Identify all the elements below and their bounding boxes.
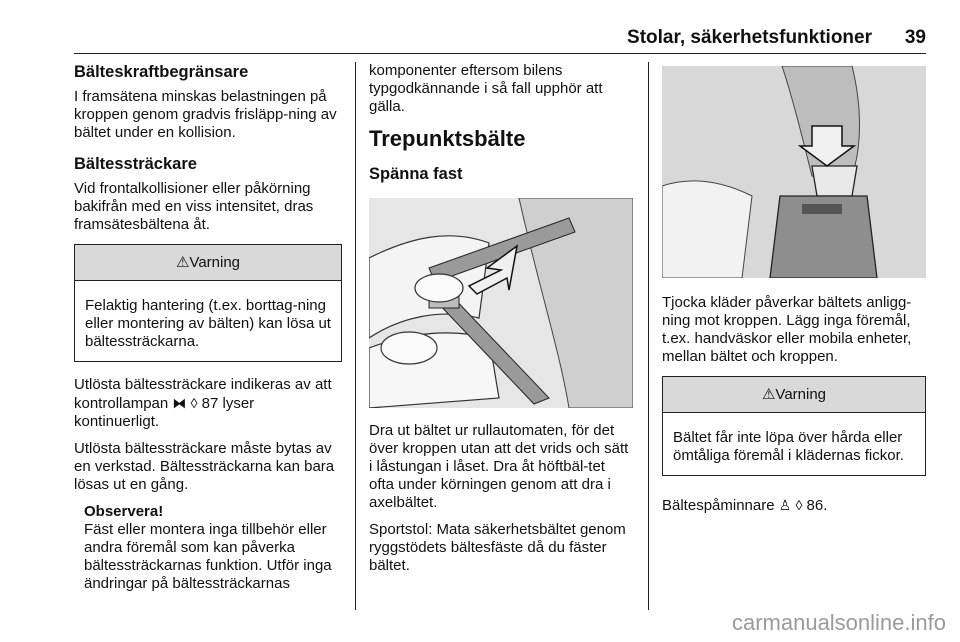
paragraph-continued: komponenter eftersom bilens typgodkännande i så fall upphör att gälla. bbox=[369, 62, 603, 115]
warning-title: Varning bbox=[775, 386, 827, 403]
warning-icon: ⚠ bbox=[175, 254, 190, 271]
warning-text: Bältet får inte löpa över hårda eller ömtåliga föremål i klädernas fickor. bbox=[673, 429, 904, 464]
column-divider-2 bbox=[648, 62, 649, 610]
column-2 bbox=[369, 62, 633, 584]
heading-force-limiter: Bälteskraftbegränsare bbox=[74, 63, 249, 81]
note-title: Observera! bbox=[84, 503, 164, 520]
paragraph-force-limiter: I framsätena minskas belastningen på kroppen genom gradvis frisläpp-ning av bältet under en kollision. bbox=[74, 88, 337, 141]
column-1 bbox=[74, 62, 342, 593]
heading-three-point-belt: Trepunktsbälte bbox=[369, 126, 526, 151]
warning-title: Varning bbox=[189, 254, 241, 271]
figure-buckle bbox=[662, 66, 926, 278]
paragraph-replace: Utlösta bältessträckare måste bytas av en verkstad. Bältessträckarna kan bara lösas ut en gång. bbox=[74, 440, 335, 493]
note-box bbox=[74, 503, 342, 593]
page-header bbox=[74, 27, 926, 53]
warning-box-1 bbox=[74, 244, 342, 362]
page-number: 39 bbox=[904, 27, 926, 48]
reference-arrow-icon: ◊ bbox=[190, 395, 198, 411]
belt-reminder-icon: ♙ bbox=[778, 497, 792, 513]
paragraph-lamp: Utlösta bältessträckare indikeras av att kontrollampan ⧓ ◊ 87 lyser kontinuerligt. bbox=[74, 376, 332, 430]
warning-icon: ⚠ bbox=[761, 386, 776, 403]
paragraph-pull-belt: Dra ut bältet ur rullautomaten, för det över kroppen utan att det vrids och sätt i låstungan i låset. Dra åt höftbäl-tet ofta under körningen genom att dra i axelbältet. bbox=[369, 422, 629, 511]
paragraph-clothing: Tjocka kläder påverkar bältets anligg-ning mot kroppen. Lägg inga föremål, t.ex. handväskor eller mobila enheter, mellan bältet och kroppen. bbox=[662, 294, 912, 365]
paragraph-pretensioner: Vid frontalkollisioner eller påkörning bakifrån med en viss intensitet, dras framsätesbältena åt. bbox=[74, 180, 314, 233]
column-3 bbox=[662, 62, 926, 524]
seatbelt-lamp-icon: ⧓ bbox=[172, 395, 187, 411]
reference-arrow-icon: ◊ bbox=[795, 497, 803, 513]
page-title: Stolar, säkerhetsfunktioner bbox=[627, 27, 872, 48]
warning-box-2 bbox=[662, 376, 926, 476]
header-rule bbox=[74, 53, 926, 54]
note-text: Fäst eller montera inga tillbehör eller andra föremål som kan påverka bältessträckarnas funktion. Utför inga ändringar på bältessträckarnas bbox=[84, 521, 332, 592]
column-divider-1 bbox=[355, 62, 356, 610]
heading-pretensioner: Bältessträckare bbox=[74, 155, 197, 173]
paragraph-reminder: Bältespåminnare ♙ ◊ 86. bbox=[662, 497, 828, 514]
warning-text: Felaktig hantering (t.ex. borttag-ning eller montering av bälten) kan lösa ut bältessträckarna. bbox=[85, 297, 331, 350]
warning-header bbox=[75, 245, 341, 281]
warning-header bbox=[663, 377, 925, 413]
watermark: carmanualsonline.info bbox=[731, 610, 946, 635]
heading-fasten: Spänna fast bbox=[369, 165, 463, 183]
paragraph-sport-seat: Sportstol: Mata säkerhetsbältet genom ryggstödets bältesfäste då du fäster bältet. bbox=[369, 521, 626, 574]
figure-fasten-belt bbox=[369, 198, 633, 408]
